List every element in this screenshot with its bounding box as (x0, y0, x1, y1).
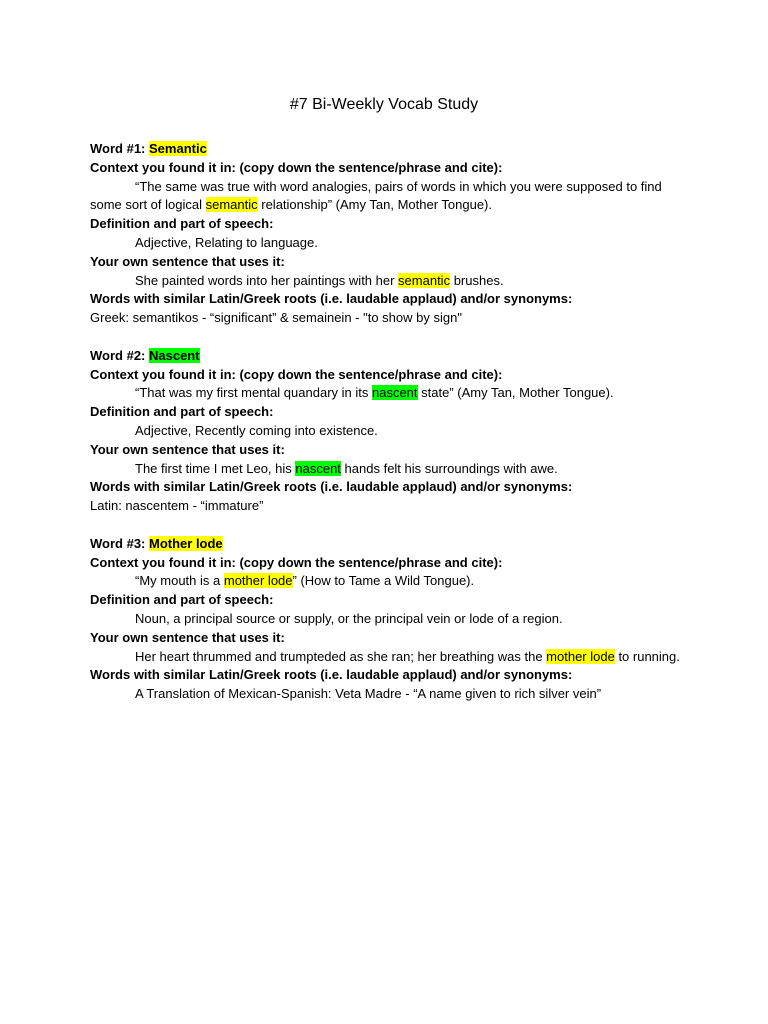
sentence-pre: The first time I met Leo, his (135, 460, 296, 476)
roots-label: Words with similar Latin/Greek roots (i.e. laudable applaud) and/or synonyms: (90, 667, 573, 683)
context-post: ” (How to Tame a Wild Tongue). (292, 573, 475, 589)
entry-spacer (90, 516, 680, 535)
word-heading (90, 140, 680, 159)
context-highlight: nascent (371, 385, 418, 401)
word-label: Word #2: (90, 347, 149, 363)
definition-text: Adjective, Recently coming into existence. (135, 422, 378, 438)
context-highlight: mother lode (223, 573, 293, 589)
own-sentence (90, 648, 680, 667)
sentence-highlight: semantic (398, 272, 451, 288)
word-heading (90, 347, 680, 366)
context-quote (90, 384, 680, 403)
context-post: relationship” (Amy Tan, Mother Tongue). (257, 197, 492, 213)
roots-text: A Translation of Mexican-Spanish: Veta Madre - “A name given to rich silver vein” (135, 686, 602, 702)
context-pre: “That was my first mental quandary in its (135, 385, 372, 401)
word-heading (90, 535, 680, 554)
vocab-word: Mother lode (149, 535, 223, 551)
definition-text: Adjective, Relating to language. (135, 234, 318, 250)
context-pre: “My mouth is a (135, 573, 224, 589)
context-label: Context you found it in: (copy down the sentence/phrase and cite): (90, 554, 503, 570)
document-title: #7 Bi-Weekly Vocab Study (289, 96, 479, 113)
sentence-post: brushes. (450, 272, 504, 288)
context-label: Context you found it in: (copy down the sentence/phrase and cite): (90, 366, 503, 382)
sentence-pre: Her heart thrummed and trumpteded as she ran; her breathing was the (135, 648, 547, 664)
sentence-highlight: nascent (295, 460, 341, 476)
context-post: state” (Amy Tan, Mother Tongue). (417, 385, 614, 401)
roots-label: Words with similar Latin/Greek roots (i.e. laudable applaud) and/or synonyms: (90, 291, 573, 307)
roots-text: Latin: nascentem - “immature” (90, 498, 264, 514)
context-highlight: semantic (205, 197, 258, 213)
roots-label: Words with similar Latin/Greek roots (i.e. laudable applaud) and/or synonyms: (90, 479, 573, 495)
own-sentence (90, 460, 680, 479)
context-label: Context you found it in: (copy down the sentence/phrase and cite): (90, 159, 503, 175)
context-quote (90, 572, 680, 591)
sentence-post: to running. (614, 648, 680, 664)
definition-label: Definition and part of speech: (90, 404, 274, 420)
word-label: Word #1: (90, 141, 149, 156)
vocab-word: Nascent (149, 347, 200, 363)
sentence-label: Your own sentence that uses it: (90, 441, 285, 457)
definition-text: Noun, a principal source or supply, or the principal vein or lode of a region. (135, 610, 563, 626)
context-pre: “The same was true with word analogies, pairs of words in which you were supposed to find some sort of logical (90, 178, 662, 213)
context-quote (90, 178, 680, 216)
vocab-entry (90, 347, 680, 516)
roots-text: Greek: semantikos - “significant” & semainein - "to show by sign" (90, 310, 462, 326)
vocab-word: Semantic (149, 141, 207, 156)
definition-label: Definition and part of speech: (90, 592, 274, 608)
own-sentence (90, 272, 680, 291)
document-body (90, 140, 680, 704)
sentence-post: hands felt his surroundings with awe. (340, 460, 558, 476)
definition-label: Definition and part of speech: (90, 216, 274, 232)
word-label: Word #3: (90, 535, 149, 551)
sentence-label: Your own sentence that uses it: (90, 629, 285, 645)
sentence-pre: She painted words into her paintings with her (135, 272, 399, 288)
entry-spacer (90, 328, 680, 347)
sentence-label: Your own sentence that uses it: (90, 253, 285, 269)
sentence-highlight: mother lode (546, 648, 615, 664)
vocab-entry (90, 535, 680, 704)
vocab-entry (90, 140, 680, 328)
